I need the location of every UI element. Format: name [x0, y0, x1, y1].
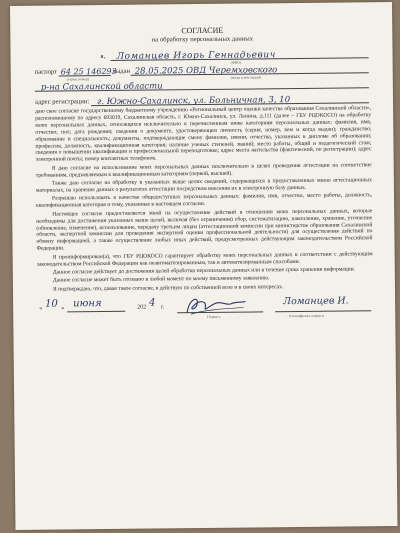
decryption-caption: Расшифровка подписи: [289, 313, 324, 318]
series-caption: (серия, номер): [66, 77, 89, 82]
signature-row: [37, 294, 373, 324]
address-handwritten: г. Южно-Сахалинск, ул. Больничная, 3, 10: [96, 94, 291, 107]
name-caption: (ФИО): [230, 60, 242, 65]
passport-handwritten: 64 25 146293: [60, 66, 117, 77]
name-handwritten: Ломанцев Игорь Геннадьевич: [116, 49, 276, 62]
address-label: адрес регистрации:: [34, 98, 90, 106]
date-month: июня: [73, 297, 102, 310]
paragraph-consent-scope: даю свое согласие государственному бюджетному учреждению «Региональный центр оценки качества образования Сахалинской области», расположенному по адресу 693019, Сахалинская область, г. Южно-Сахалинск, ул. Ленина, д.111 (далее – ГБУ РЦОКОСО) на обработку моих персональных данных, относящихся исключительно к перечисленным ниже категориям персональных данных: фамилия, имя, отчество; пол; дата рождения; сведения о документе, удостоверяющем личность (серия, номер, кем и когда выдан); гражданство; образование и специальность; документы, подтверждающие смену фамилии, имени, отчества, указанных в дипломе об образовании; профессия, должность, квалификационная категория; наличие ученых степеней, званий; место работы, общий и педагогический стаж; сведения о повышении квалификации и профессиональной переподготовке; адрес места жительства (фактический, по регистрации); адрес электронной почты; номер контактных телефонов.: [35, 105, 372, 164]
paragraph-purpose: Я даю согласие на использование моих персональных данных исключительно в целях проведения аттестации на соответствие требованиям, предъявляемым к квалификационным категориям (первой, высшей).: [35, 161, 372, 179]
issued-continuation-handwritten: р-на Сахалинской области: [40, 81, 163, 93]
paragraph-public-data: Разрешаю использовать в качестве общедоступных персональных данных: фамилия, имя, отчество, место работы, должность, квалификационная категория и тему, указанные в настоящем согласии.: [36, 192, 373, 210]
consent-document: [34, 24, 373, 323]
date-year-prefix: 202: [137, 304, 147, 311]
issued-label: выдан: [112, 67, 131, 76]
decryption-handwritten: Ломанцев И.: [283, 295, 349, 307]
document-title: СОГЛАСИЕ: [181, 25, 224, 36]
paragraph-materials: Также даю согласие на обработку в указанных выше целях сведений, содержащихся в предоставленных мною аттестационных материалах, на хранение данных о результатах аттестации посредством внесения их в электронную базу данных.: [35, 177, 372, 194]
date-month-underline: [67, 310, 125, 312]
paragraph-free-will: Я подтверждаю, что, давая такое согласие, я действую по собственной воле и в своих интересах.: [52, 283, 284, 293]
document-body: [35, 105, 373, 293]
date-day: 10: [45, 298, 58, 310]
date-quote-close: »: [61, 305, 65, 312]
paragraph-actions: Настоящее согласие предоставляется мной на осуществление действий в отношении моих персональных данных, которые необходимы для достижения указанных выше целей, включая (без ограничения) сбор, систематизацию, накопление, хранение, уточнение (обновление, изменение), использование, передачу третьим лицам (аттестационной комиссии при министерстве образования Сахалинской области, экспертной комиссии для проведения экспертной оценки профессиональной деятельности) для осуществления действий по обмену информацией, а также осуществление любых иных действий, предусмотренных действующим законодательством Российской Федерации.: [36, 207, 373, 252]
signature-caption: Подпись: [207, 314, 221, 319]
handwritten-signature-icon: [183, 293, 247, 316]
document-sheet: [10, 2, 397, 530]
date-year-suffix: 4: [149, 297, 156, 309]
issued-handwritten: 28.05.2025 ОВД Черемховского: [134, 64, 278, 77]
paragraph-revocation: Данное согласие может быть отозвано в любой момент по моему письменному заявлению.: [52, 275, 270, 284]
name-prefix: я,: [100, 53, 106, 61]
issued-caption: (когда и кем выдан): [230, 75, 261, 80]
document-subtitle: на обработку персональных данных: [151, 35, 254, 44]
date-quote-open: «: [39, 305, 43, 312]
date-year-label: г.: [161, 304, 165, 311]
passport-label: паспорт: [34, 68, 58, 76]
paragraph-validity: Данное согласие действует до достижения целей обработки персональных данных или в течение срока хранения информации.: [52, 266, 356, 276]
paragraph-informed: Я проинформирован(а), что ГБУ РЦОКОСО гарантирует обработку моих персональных данных в соответствии с действующим законодательством Российской Федерации как неавтоматизированным, так и автоматизированным способами.: [36, 250, 373, 268]
